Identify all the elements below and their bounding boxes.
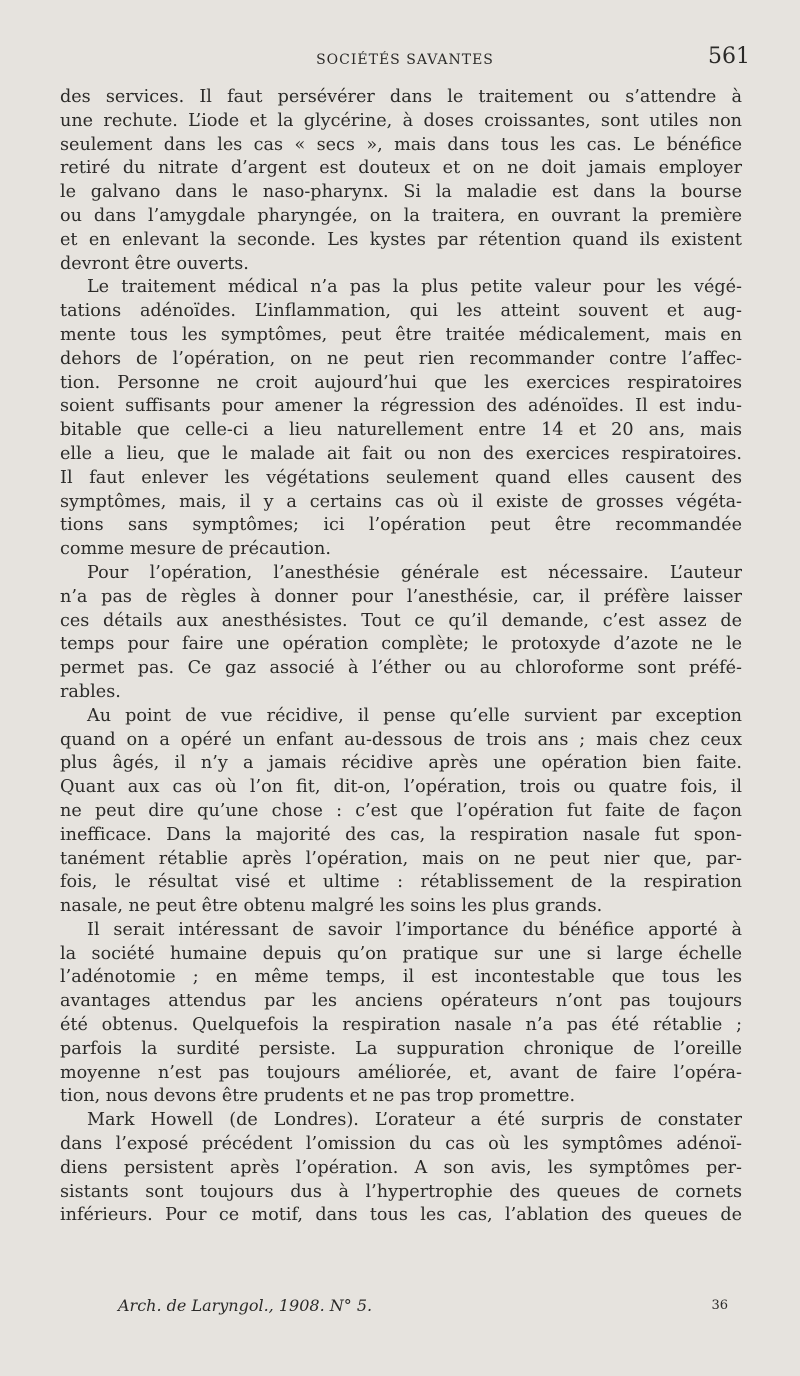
text-line: des services. Il faut persévérer dans le traitement ou s’attendre à [60, 87, 742, 107]
text-line: tion. Personne ne croit aujourd’hui que les exercices respiratoires [60, 372, 742, 393]
text-line: Quant aux cas où l’on fit, dit-on, l’opération, trois ou quatre fois, il [60, 777, 742, 798]
text-line: nasale, ne peut être obtenu malgré les soins les plus grands. [60, 896, 603, 917]
journal-citation: Arch. de Laryngol., 1908. N° 5. [118, 1296, 373, 1315]
text-line: ces détails aux anesthésistes. Tout ce qu’il demande, c’est assez de [60, 610, 742, 631]
text-line: mente tous les symptômes, peut être traitée médicalement, mais en [60, 324, 742, 345]
text-line: comme mesure de précaution. [60, 539, 331, 560]
text-line: la société humaine depuis qu’on pratique sur une si large échelle [60, 943, 742, 964]
running-head: SOCIÉTÉS SAVANTES [316, 52, 494, 68]
text-line: moyenne n’est pas toujours améliorée, et, avant de faire l’opéra- [60, 1062, 742, 1083]
page-number: 561 [708, 44, 750, 69]
text-line: quand on a opéré un enfant au-dessous de trois ans ; mais chez ceux [60, 729, 742, 750]
text-line: inférieurs. Pour ce motif, dans tous les cas, l’ablation des queues de [60, 1205, 742, 1226]
text-line: ou dans l’amygdale pharyngée, on la traitera, en ouvrant la première [60, 205, 742, 226]
text-line: dans l’exposé précédent l’omission du cas où les symptômes adénoï- [60, 1134, 742, 1155]
text-line: tanément rétablie après l’opération, mais on ne peut nier que, par- [60, 848, 742, 869]
text-line: retiré du nitrate d’argent est douteux et on ne doit jamais employer [60, 158, 742, 179]
text-line: soient suffisants pour amener la régression des adénoïdes. Il est indu- [60, 396, 742, 417]
text-line: symptômes, mais, il y a certains cas où il existe de grosses végéta- [60, 491, 742, 512]
text-line: sistants sont toujours dus à l’hypertrophie des queues de cornets [60, 1181, 742, 1202]
text-line: et en enlevant la seconde. Les kystes par rétention quand ils existent [60, 229, 742, 250]
page-header [60, 44, 750, 74]
text-line: fois, le résultat visé et ultime : rétablissement de la respiration [60, 872, 742, 893]
text-line: Mark Howell (de Londres). L’orateur a été surpris de constater [87, 1110, 742, 1131]
page-footer [60, 1296, 742, 1322]
text-line: tations adénoïdes. L’inflammation, qui les atteint souvent et aug- [60, 301, 742, 322]
text-line: inefficace. Dans la majorité des cas, la respiration nasale fut spon- [60, 824, 742, 845]
text-line: une rechute. L’iode et la glycérine, à doses croissantes, sont utiles non [60, 110, 742, 131]
text-line: n’a pas de règles à donner pour l’anesthésie, car, il préfère laisser [60, 586, 742, 607]
text-line: Il serait intéressant de savoir l’importance du bénéfice apporté à [87, 919, 742, 940]
text-line: ne peut dire qu’une chose : c’est que l’opération fut faite de façon [60, 800, 742, 821]
text-line: temps pour faire une opération complète; le protoxyde d’azote ne le [60, 634, 742, 655]
text-line: permet pas. Ce gaz associé à l’éther ou au chloroforme sont préfé- [60, 658, 742, 679]
text-line: avantages attendus par les anciens opérateurs n’ont pas toujours [60, 991, 742, 1012]
text-line: rables. [60, 681, 121, 702]
text-line: le galvano dans le naso-pharynx. Si la maladie est dans la bourse [60, 182, 742, 203]
signature-mark: 36 [711, 1298, 728, 1313]
text-line: plus âgés, il n’y a jamais récidive après une opération bien faite. [60, 753, 742, 774]
text-line: tion, nous devons être prudents et ne pas trop promettre. [60, 1086, 576, 1107]
text-line: tions sans symptômes; ici l’opération peut être recommandée [60, 515, 742, 536]
text-line: dehors de l’opération, on ne peut rien recommander contre l’affec- [60, 348, 742, 369]
text-line: été obtenus. Quelquefois la respiration nasale n’a pas été rétablie ; [60, 1015, 742, 1036]
text-line: parfois la surdité persiste. La suppuration chronique de l’oreille [60, 1038, 742, 1059]
body-text [60, 86, 742, 1228]
text-line: Au point de vue récidive, il pense qu’elle survient par exception [87, 705, 742, 726]
text-line: Pour l’opération, l’anesthésie générale est nécessaire. L’auteur [87, 562, 742, 583]
text-line: seulement dans les cas « secs », mais dans tous les cas. Le bénéfice [60, 134, 742, 155]
text-line: diens persistent après l’opération. A son avis, les symptômes per- [60, 1157, 742, 1178]
text-line: bitable que celle-ci a lieu naturellement entre 14 et 20 ans, mais [60, 420, 742, 441]
text-line: devront être ouverts. [60, 253, 249, 274]
text-line: l’adénotomie ; en même temps, il est incontestable que tous les [60, 967, 742, 988]
text-line: elle a lieu, que le malade ait fait ou non des exercices respiratoires. [60, 443, 742, 464]
text-line: Il faut enlever les végétations seulement quand elles causent des [60, 467, 742, 488]
text-line: Le traitement médical n’a pas la plus petite valeur pour les végé- [87, 277, 742, 298]
